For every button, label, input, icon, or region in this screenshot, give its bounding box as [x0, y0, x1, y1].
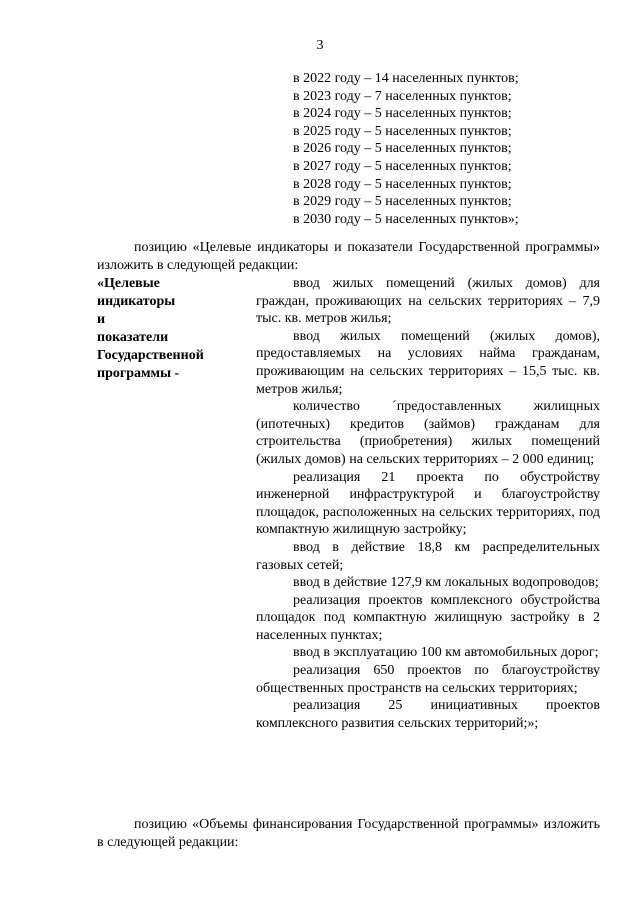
year-list-item: в 2023 году – 7 населенных пунктов; — [293, 88, 512, 104]
indicator-item: реализация 650 проектов по благоустройству общественных пространств на сельских территориях; — [256, 663, 600, 696]
financing-intro-paragraph: позицию «Объемы финансирования Государственной программы» изложить в следующей редакции: — [97, 817, 600, 850]
year-list-item: в 2027 году – 5 населенных пунктов; — [293, 158, 512, 174]
indicators-label-line: индикаторы — [97, 294, 176, 309]
indicators-label-line: и — [97, 312, 106, 327]
indicators-label-line: «Целевые — [97, 276, 160, 291]
year-list-item: в 2025 году – 5 населенных пунктов; — [293, 123, 512, 139]
year-list-item: в 2030 году – 5 населенных пунктов»; — [293, 211, 519, 227]
indicators-list — [256, 275, 600, 732]
indicator-item: реализация 25 инициативных проектов комплексного развития сельских территорий;»; — [256, 698, 600, 731]
indicator-item: реализация 21 проекта по обустройству инженерной инфраструктурой и благоустройству площадок, расположенных на сельских территориях, под компактную жилищную застройку; — [256, 469, 600, 538]
indicator-item: ввод в действие 18,8 км распределительных газовых сетей; — [256, 539, 600, 573]
year-list-item: в 2028 году – 5 населенных пунктов; — [293, 176, 512, 192]
indicator-item: количество ´предоставленных жилищных (ипотечных) кредитов (займов) гражданам для строительства (приобретения) жилых помещений (жилых домов) на сельских территориях – 2 000 единиц; — [256, 399, 600, 467]
year-list-item: в 2024 году – 5 населенных пунктов; — [293, 106, 512, 122]
year-list-item: в 2029 году – 5 населенных пунктов; — [293, 194, 512, 210]
indicators-label-line: показатели — [97, 330, 169, 345]
indicator-item: ввод в эксплуатацию 100 км автомобильных дорог; — [293, 645, 599, 661]
year-list — [293, 70, 519, 228]
indicator-item: ввод в действие 127,9 км локальных водопроводов; — [293, 575, 599, 591]
page-number: 3 — [316, 38, 324, 53]
indicators-intro-paragraph: позицию «Целевые индикаторы и показатели Государственной программы» изложить в следующей редакции: — [97, 240, 600, 273]
indicator-item: ввод жилых помещений (жилых домов), предоставляемых на условиях найма гражданам, проживающим на сельских территориях – 15,5 тыс. кв. метров жилья; — [256, 328, 600, 397]
indicator-item: ввод жилых помещений (жилых домов) для граждан, проживающих на сельских территориях – 7,9 тыс. кв. метров жилья; — [256, 276, 600, 327]
indicators-label — [97, 275, 247, 383]
indicators-label-line: Государственной — [97, 348, 204, 363]
indicators-label-line: программы - — [97, 366, 180, 381]
indicator-item: реализация проектов комплексного обустройства площадок под компактную жилищную застройку в 2 населенных пунктах; — [256, 592, 600, 643]
year-list-item: в 2022 году – 14 населенных пунктов; — [293, 71, 519, 86]
year-list-item: в 2026 году – 5 населенных пунктов; — [293, 141, 512, 157]
